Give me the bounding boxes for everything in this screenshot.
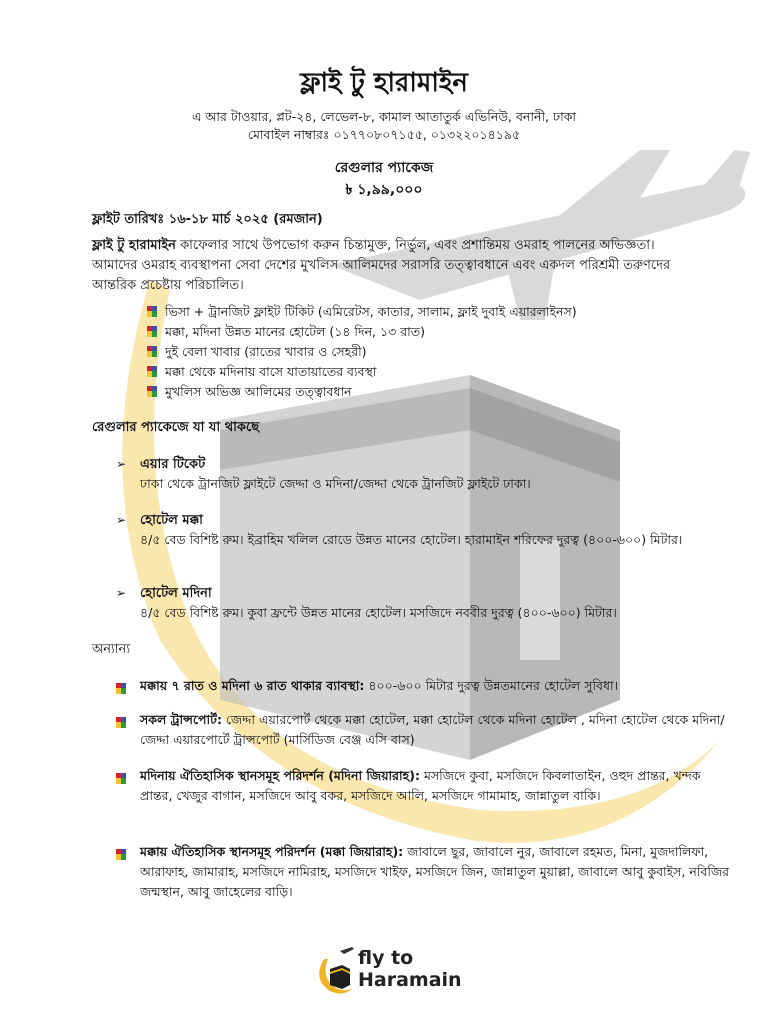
other-title: মক্কায় ৭ রাত ও মদিনা ৬ রাত থাকার ব্যাবস্থা: xyxy=(140,678,365,693)
others-heading: অন্যান্য xyxy=(92,642,131,657)
flag-bullet-icon xyxy=(116,770,126,790)
highlight-item xyxy=(165,323,725,341)
package-price: ৳ ১,৯৯,০০০ xyxy=(345,182,423,198)
other-text: ৪০০-৬০০ মিটার দুরত্ব উন্নতমানের হোটেল সুবিধা। xyxy=(364,678,619,693)
flag-bullet-icon xyxy=(116,714,126,734)
other-item xyxy=(140,710,730,750)
include-item xyxy=(116,455,730,493)
flag-bullet-icon xyxy=(147,386,157,397)
other-item xyxy=(140,676,730,696)
company-address: এ আর টাওয়ার, প্লট-২৪, লেভেল-৮, কামাল আতাতুর্ক এভিনিউ, বনানী, ঢাকা xyxy=(191,109,577,124)
company-title: ফ্লাই টু হারামাইন xyxy=(300,68,468,98)
other-title: সকল ট্রান্সপোর্ট: xyxy=(140,712,222,727)
logo-text-line2: Haramain xyxy=(358,969,462,991)
package-name: রেগুলার প্যাকেজ xyxy=(334,160,434,176)
flag-bullet-icon xyxy=(147,346,157,357)
intro-text: কাফেলার সাথে উপভোগ করুন চিন্তামুক্ত, নির্ভুল, এবং প্রশান্তিময় ওমরাহ পালনের অভিজ্ঞতা। আমাদের ওমরাহ ব্যবস্থাপনা সেবা দেশের মুখলিস আলিমদের সরাসরি তত্ত্বাবধানে এবং একদল পরিশ্রমী তরুণদের আন্তরিক প্রচেষ্টায় পরিচালিত। xyxy=(92,238,671,293)
flag-bullet-icon xyxy=(147,366,157,377)
highlight-item xyxy=(165,383,725,401)
include-item xyxy=(116,511,730,549)
other-text: মসজিদে কুবা, মসজিদে কিবলাতাইন, ওহুদ প্রান্তর, খন্দক প্রান্তর, খেজুর বাগান, মসজিদে আবু বকর, মসজিদে আলি, মসজিদে গামামাহ, জান্নাতুল বাকি। xyxy=(140,768,701,803)
other-title: মক্কায় ঐতিহাসিক স্থানসমূহ পরিদর্শন (মক্কা জিয়ারাহ): xyxy=(140,844,404,859)
arrow-bullet-icon: ➢ xyxy=(116,457,127,471)
include-text: ৪/৫ বেড বিশিষ্ট রুম। কুবা ফ্রন্টে উন্নত মানের হোটেল। মসজিদে নববীর দুরত্ব (৪০০-৬০০) মিটার। xyxy=(140,605,617,620)
include-item xyxy=(116,584,730,622)
logo-text-line1: fly to xyxy=(358,947,414,969)
highlight-item xyxy=(165,343,725,361)
flight-date: ফ্লাইট তারিখঃ ১৬-১৮ মার্চ ২০২৫ (রমজান) xyxy=(92,212,323,227)
other-text: জেদ্দা এয়ারপোর্ট থেকে মক্কা হোটেল, মক্কা হোটেল থেকে মদিনা হোটেল , মদিনা হোটেল থেকে মদিনা/জেদ্দা এয়ারপোর্টে ট্রান্সপোর্ট (মার্সিডিজ বেঞ্জ এসি বাস) xyxy=(140,712,725,747)
other-title: মদিনায় ঐতিহাসিক স্থানসমূহ পরিদর্শন (মদিনা জিয়ারাহ): xyxy=(140,768,420,783)
include-title: হোটেল মক্কা xyxy=(140,513,203,528)
other-item xyxy=(140,766,730,806)
arrow-bullet-icon: ➢ xyxy=(116,513,127,527)
flag-bullet-icon xyxy=(147,326,157,337)
include-text: ঢাকা থেকে ট্রানজিট ফ্লাইটে জেদ্দা ও মদিনা/জেদ্দা থেকে ট্রানজিট ফ্লাইটে ঢাকা। xyxy=(140,476,531,491)
flag-bullet-icon xyxy=(116,680,126,700)
highlight-text: মক্কা থেকে মদিনায় বাসে যাতায়াতের ব্যবস্থা xyxy=(165,364,377,379)
company-mobile: মোবাইল নাম্বারঃ ০১৭৭০৮০৭১৫৫, ০১৩২২০১৪১৯৫ xyxy=(247,127,521,142)
footer-logo xyxy=(316,945,466,997)
highlight-text: মক্কা, মদিনা উন্নত মানের হোটেল (১৪ দিন, ১৩ রাত) xyxy=(165,324,425,339)
highlight-text: দুই বেলা খাবার (রাতের খাবার ও সেহরী) xyxy=(165,344,367,359)
intro-brand: ফ্লাই টু হারামাইন xyxy=(92,238,176,253)
intro-paragraph xyxy=(92,236,692,296)
include-title: হোটেল মদিনা xyxy=(140,586,212,601)
other-item xyxy=(140,842,730,902)
arrow-bullet-icon: ➢ xyxy=(116,586,127,600)
includes-heading: রেগুলার প্যাকেজে যা যা থাকছে xyxy=(92,420,260,435)
highlight-text: মুখলিস অভিজ্ঞ আলিমের তত্ত্বাবধান xyxy=(165,384,352,399)
flag-bullet-icon xyxy=(147,306,157,317)
highlight-text: ভিসা + ট্রানজিট ফ্লাইট টিকিট (এমিরেটস, কাতার, সালাম, ফ্লাই দুবাই এয়ারলাইনস) xyxy=(165,304,577,319)
other-text: জাবালে ছুর, জাবালে নুর, জাবালে রহমত, মিনা, মুজদালিফা, আরাফাহ, জামারাহ, মসজিদে নামিরাহ, মসজিদে খাইফ, মসজিদে জিন, জান্নাতুল মুয়াল্লা, জাবালে আবু কুবাইস, নবিজির জন্মস্থান, আবু জাহেলের বাড়ি। xyxy=(140,844,730,899)
include-text: ৪/৫ বেড বিশিষ্ট রুম। ইব্রাহিম খলিল রোডে উন্নত মানের হোটেল। হারামাইন শরিফের দুরত্ব (৪০০-৬০০) মিটার। xyxy=(140,532,683,547)
include-title: এয়ার টিকেট xyxy=(140,457,206,472)
flag-bullet-icon xyxy=(116,846,126,866)
kaaba-logo-icon xyxy=(316,945,356,997)
highlight-item xyxy=(165,363,725,381)
highlight-item xyxy=(165,303,725,321)
